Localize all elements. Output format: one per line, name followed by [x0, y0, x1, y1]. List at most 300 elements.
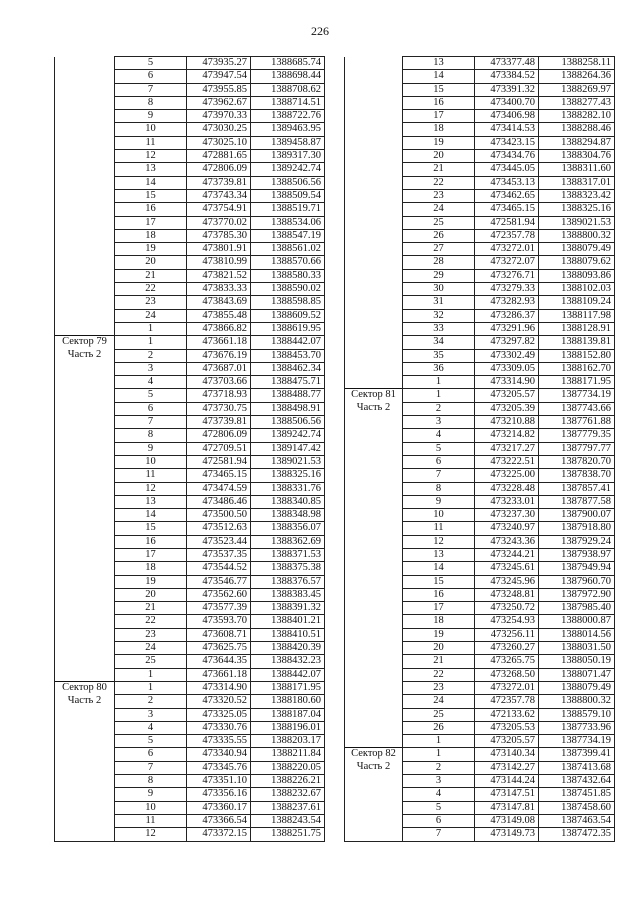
sector-cell: [345, 243, 403, 256]
sector-cell: [55, 176, 115, 189]
x-coordinate-cell: 473970.33: [187, 110, 251, 123]
sector-cell: [345, 708, 403, 721]
point-number-cell: 2: [403, 761, 475, 774]
table-row: [345, 296, 615, 309]
sector-cell: [345, 110, 403, 123]
table-row: [55, 402, 325, 415]
sector-cell: [55, 469, 115, 482]
table-row: [55, 655, 325, 668]
table-row: [55, 775, 325, 788]
point-number-cell: 11: [403, 522, 475, 535]
point-number-cell: 8: [403, 482, 475, 495]
table-row: [345, 163, 615, 176]
y-coordinate-cell: 1387929.24: [539, 535, 615, 548]
y-coordinate-cell: 1388325.16: [539, 203, 615, 216]
sector-cell: [345, 695, 403, 708]
x-coordinate-cell: 473286.37: [475, 309, 539, 322]
table-row: [55, 70, 325, 83]
x-coordinate-cell: 472581.94: [475, 216, 539, 229]
x-coordinate-cell: 473325.05: [187, 708, 251, 721]
y-coordinate-cell: 1388237.61: [251, 801, 325, 814]
x-coordinate-cell: 472806.09: [187, 163, 251, 176]
table-row: [55, 322, 325, 335]
y-coordinate-cell: 1388376.57: [251, 575, 325, 588]
sector-cell: [55, 402, 115, 415]
x-coordinate-cell: 473149.08: [475, 814, 539, 827]
y-coordinate-cell: 1387797.77: [539, 442, 615, 455]
table-row: [345, 269, 615, 282]
x-coordinate-cell: 473739.81: [187, 416, 251, 429]
x-coordinate-cell: 472581.94: [187, 455, 251, 468]
x-coordinate-cell: 473465.15: [475, 203, 539, 216]
y-coordinate-cell: 1387432.64: [539, 775, 615, 788]
x-coordinate-cell: 473340.94: [187, 748, 251, 761]
y-coordinate-cell: 1387779.35: [539, 429, 615, 442]
sector-cell: [55, 482, 115, 495]
table-row: [55, 296, 325, 309]
x-coordinate-cell: 473356.16: [187, 788, 251, 801]
x-coordinate-cell: 473237.30: [475, 509, 539, 522]
point-number-cell: 5: [115, 735, 187, 748]
sector-cell: [55, 575, 115, 588]
x-coordinate-cell: 473240.97: [475, 522, 539, 535]
x-coordinate-cell: 473320.52: [187, 695, 251, 708]
table-row: [55, 469, 325, 482]
table-row: [55, 708, 325, 721]
point-number-cell: 13: [403, 57, 475, 70]
y-coordinate-cell: 1388442.07: [251, 336, 325, 349]
point-number-cell: 4: [115, 721, 187, 734]
y-coordinate-cell: 1388288.46: [539, 123, 615, 136]
table-row: [55, 96, 325, 109]
coordinates-table-right: [344, 56, 615, 842]
table-row: [345, 548, 615, 561]
table-row: [55, 416, 325, 429]
table-row: [55, 788, 325, 801]
point-number-cell: 18: [403, 615, 475, 628]
x-coordinate-cell: 473314.90: [475, 376, 539, 389]
coordinates-table-left: [54, 56, 325, 842]
point-number-cell: 7: [115, 83, 187, 96]
table-row: [55, 455, 325, 468]
point-number-cell: 18: [115, 229, 187, 242]
x-coordinate-cell: 473414.53: [475, 123, 539, 136]
table-row: [345, 110, 615, 123]
point-number-cell: 10: [115, 801, 187, 814]
x-coordinate-cell: 473935.27: [187, 57, 251, 70]
y-coordinate-cell: 1388509.54: [251, 189, 325, 202]
y-coordinate-cell: 1388371.53: [251, 548, 325, 561]
y-coordinate-cell: 1388152.80: [539, 349, 615, 362]
x-coordinate-cell: 473866.82: [187, 322, 251, 335]
sector-cell: [55, 535, 115, 548]
x-coordinate-cell: 473142.27: [475, 761, 539, 774]
x-coordinate-cell: 473030.25: [187, 123, 251, 136]
x-coordinate-cell: 473423.15: [475, 136, 539, 149]
y-coordinate-cell: 1388714.51: [251, 96, 325, 109]
point-number-cell: 14: [403, 562, 475, 575]
sector-cell: [55, 376, 115, 389]
table-row: [55, 136, 325, 149]
coordinates-table-right-body: [345, 57, 615, 842]
y-coordinate-cell: 1389021.53: [251, 455, 325, 468]
table-row: [55, 602, 325, 615]
y-coordinate-cell: 1388109.24: [539, 296, 615, 309]
sector-cell: [345, 495, 403, 508]
sector-cell: [55, 602, 115, 615]
sector-cell: [345, 362, 403, 375]
y-coordinate-cell: 1388619.95: [251, 322, 325, 335]
x-coordinate-cell: 473785.30: [187, 229, 251, 242]
table-row: [345, 681, 615, 694]
x-coordinate-cell: 473593.70: [187, 615, 251, 628]
point-number-cell: 22: [115, 615, 187, 628]
y-coordinate-cell: 1388708.62: [251, 83, 325, 96]
table-row: [55, 721, 325, 734]
y-coordinate-cell: 1388561.02: [251, 243, 325, 256]
point-number-cell: 6: [115, 748, 187, 761]
table-row: [345, 814, 615, 827]
table-row: [55, 269, 325, 282]
x-coordinate-cell: 473279.33: [475, 283, 539, 296]
part-label: Часть 2: [67, 349, 102, 361]
y-coordinate-cell: 1388000.87: [539, 615, 615, 628]
y-coordinate-cell: 1388488.77: [251, 389, 325, 402]
x-coordinate-cell: 473577.39: [187, 602, 251, 615]
sector-cell: [345, 748, 403, 761]
y-coordinate-cell: 1387451.85: [539, 788, 615, 801]
sector-cell: [345, 402, 403, 415]
sector-cell: [55, 548, 115, 561]
sector-cell: [345, 216, 403, 229]
y-coordinate-cell: 1387820.70: [539, 455, 615, 468]
sector-cell: [345, 429, 403, 442]
part-label: Часть 2: [356, 761, 391, 773]
y-coordinate-cell: 1387838.70: [539, 469, 615, 482]
y-coordinate-cell: 1388547.19: [251, 229, 325, 242]
sector-cell: [345, 336, 403, 349]
point-number-cell: 22: [403, 176, 475, 189]
x-coordinate-cell: 473205.53: [475, 721, 539, 734]
table-row: [345, 362, 615, 375]
table-row: [345, 123, 615, 136]
point-number-cell: 15: [115, 522, 187, 535]
y-coordinate-cell: 1388579.10: [539, 708, 615, 721]
x-coordinate-cell: 473291.96: [475, 322, 539, 335]
table-row: [55, 681, 325, 694]
point-number-cell: 16: [403, 96, 475, 109]
point-number-cell: 31: [403, 296, 475, 309]
y-coordinate-cell: 1388442.07: [251, 668, 325, 681]
x-coordinate-cell: 473465.15: [187, 469, 251, 482]
y-coordinate-cell: 1388226.21: [251, 775, 325, 788]
x-coordinate-cell: 473256.11: [475, 628, 539, 641]
sector-cell: [345, 628, 403, 641]
y-coordinate-cell: 1387734.19: [539, 735, 615, 748]
point-number-cell: 19: [115, 575, 187, 588]
point-number-cell: 11: [115, 814, 187, 827]
sector-cell: [345, 814, 403, 827]
x-coordinate-cell: 473243.36: [475, 535, 539, 548]
x-coordinate-cell: 473962.67: [187, 96, 251, 109]
y-coordinate-cell: 1388800.32: [539, 229, 615, 242]
x-coordinate-cell: 473537.35: [187, 548, 251, 561]
x-coordinate-cell: 473608.71: [187, 628, 251, 641]
y-coordinate-cell: 1388171.95: [251, 681, 325, 694]
y-coordinate-cell: 1388580.33: [251, 269, 325, 282]
point-number-cell: 10: [403, 509, 475, 522]
y-coordinate-cell: 1388506.56: [251, 176, 325, 189]
x-coordinate-cell: 473351.10: [187, 775, 251, 788]
sector-cell: [345, 309, 403, 322]
table-row: [55, 562, 325, 575]
table-row: [345, 57, 615, 70]
point-number-cell: 17: [403, 110, 475, 123]
table-row: [345, 522, 615, 535]
point-number-cell: 22: [403, 668, 475, 681]
y-coordinate-cell: 1388187.04: [251, 708, 325, 721]
point-number-cell: 18: [115, 562, 187, 575]
table-row: [55, 495, 325, 508]
x-coordinate-cell: 473730.75: [187, 402, 251, 415]
x-coordinate-cell: 473810.99: [187, 256, 251, 269]
y-coordinate-cell: 1387949.94: [539, 562, 615, 575]
sector-cell: [345, 203, 403, 216]
table-row: [55, 256, 325, 269]
point-number-cell: 21: [115, 269, 187, 282]
point-number-cell: 19: [403, 136, 475, 149]
y-coordinate-cell: 1388323.42: [539, 189, 615, 202]
x-coordinate-cell: 473855.48: [187, 309, 251, 322]
point-number-cell: 9: [403, 495, 475, 508]
point-number-cell: 17: [115, 548, 187, 561]
x-coordinate-cell: 473276.71: [475, 269, 539, 282]
y-coordinate-cell: 1388453.70: [251, 349, 325, 362]
sector-cell: [345, 761, 403, 774]
table-row: [345, 655, 615, 668]
point-number-cell: 1: [115, 336, 187, 349]
y-coordinate-cell: 1388304.76: [539, 150, 615, 163]
point-number-cell: 25: [403, 216, 475, 229]
y-coordinate-cell: 1388590.02: [251, 283, 325, 296]
y-coordinate-cell: 1388117.98: [539, 309, 615, 322]
y-coordinate-cell: 1388196.01: [251, 721, 325, 734]
x-coordinate-cell: 473743.34: [187, 189, 251, 202]
point-number-cell: 6: [403, 814, 475, 827]
y-coordinate-cell: 1388462.34: [251, 362, 325, 375]
table-row: [55, 216, 325, 229]
x-coordinate-cell: 473205.57: [475, 735, 539, 748]
sector-cell: [345, 721, 403, 734]
table-row: [55, 735, 325, 748]
y-coordinate-cell: 1389458.87: [251, 136, 325, 149]
y-coordinate-cell: 1388432.23: [251, 655, 325, 668]
point-number-cell: 3: [115, 362, 187, 375]
sector-cell: [55, 522, 115, 535]
y-coordinate-cell: 1388269.97: [539, 83, 615, 96]
x-coordinate-cell: 473144.24: [475, 775, 539, 788]
sector-cell: [345, 150, 403, 163]
table-row: [55, 163, 325, 176]
y-coordinate-cell: 1387900.07: [539, 509, 615, 522]
point-number-cell: 7: [115, 416, 187, 429]
table-row: [55, 814, 325, 827]
point-number-cell: 1: [403, 735, 475, 748]
x-coordinate-cell: 473302.49: [475, 349, 539, 362]
point-number-cell: 36: [403, 362, 475, 375]
y-coordinate-cell: 1388171.95: [539, 376, 615, 389]
point-number-cell: 12: [115, 828, 187, 841]
point-number-cell: 21: [115, 602, 187, 615]
x-coordinate-cell: 473625.75: [187, 642, 251, 655]
x-coordinate-cell: 473225.00: [475, 469, 539, 482]
y-coordinate-cell: 1389242.74: [251, 429, 325, 442]
point-number-cell: 24: [115, 309, 187, 322]
sector-cell: [345, 642, 403, 655]
point-number-cell: 12: [403, 535, 475, 548]
point-number-cell: 33: [403, 322, 475, 335]
x-coordinate-cell: 473272.01: [475, 243, 539, 256]
y-coordinate-cell: 1388325.16: [251, 469, 325, 482]
x-coordinate-cell: 473486.46: [187, 495, 251, 508]
x-coordinate-cell: 473222.51: [475, 455, 539, 468]
point-number-cell: 24: [403, 203, 475, 216]
table-row: [345, 482, 615, 495]
table-row: [55, 575, 325, 588]
point-number-cell: 22: [115, 283, 187, 296]
sector-cell: [55, 721, 115, 734]
x-coordinate-cell: 473500.50: [187, 509, 251, 522]
y-coordinate-cell: 1388102.03: [539, 283, 615, 296]
x-coordinate-cell: 473314.90: [187, 681, 251, 694]
y-coordinate-cell: 1388050.19: [539, 655, 615, 668]
point-number-cell: 26: [403, 721, 475, 734]
sector-cell: [55, 216, 115, 229]
point-number-cell: 17: [115, 216, 187, 229]
sector-cell: [55, 708, 115, 721]
x-coordinate-cell: 473228.48: [475, 482, 539, 495]
y-coordinate-cell: 1387413.68: [539, 761, 615, 774]
sector-cell: [345, 535, 403, 548]
y-coordinate-cell: 1388598.85: [251, 296, 325, 309]
point-number-cell: 11: [115, 136, 187, 149]
table-row: [345, 509, 615, 522]
point-number-cell: 7: [403, 828, 475, 841]
table-row: [345, 788, 615, 801]
x-coordinate-cell: 473661.18: [187, 336, 251, 349]
point-number-cell: 8: [115, 775, 187, 788]
point-number-cell: 10: [115, 123, 187, 136]
sector-cell: [345, 469, 403, 482]
y-coordinate-cell: 1388251.75: [251, 828, 325, 841]
sector-cell: [345, 735, 403, 748]
point-number-cell: 8: [115, 429, 187, 442]
x-coordinate-cell: 473268.50: [475, 668, 539, 681]
y-coordinate-cell: 1388401.21: [251, 615, 325, 628]
point-number-cell: 2: [115, 695, 187, 708]
y-coordinate-cell: 1387458.60: [539, 801, 615, 814]
y-coordinate-cell: 1388258.11: [539, 57, 615, 70]
sector-cell: [345, 83, 403, 96]
x-coordinate-cell: 473377.48: [475, 57, 539, 70]
table-row: [345, 562, 615, 575]
table-row: [55, 761, 325, 774]
point-number-cell: 23: [115, 628, 187, 641]
x-coordinate-cell: 473644.35: [187, 655, 251, 668]
point-number-cell: 13: [115, 163, 187, 176]
y-coordinate-cell: 1387918.80: [539, 522, 615, 535]
table-row: [345, 376, 615, 389]
sector-cell: [55, 322, 115, 335]
table-row: [345, 735, 615, 748]
table-row: [345, 721, 615, 734]
table-row: [55, 389, 325, 402]
table-row: [345, 801, 615, 814]
sector-label: Сектор 81: [351, 389, 396, 401]
x-coordinate-cell: 473947.54: [187, 70, 251, 83]
x-coordinate-cell: 473391.32: [475, 83, 539, 96]
table-row: [345, 402, 615, 415]
table-row: [345, 136, 615, 149]
y-coordinate-cell: 1388079.49: [539, 243, 615, 256]
sector-cell: [345, 389, 403, 402]
y-coordinate-cell: 1389463.95: [251, 123, 325, 136]
point-number-cell: 9: [115, 110, 187, 123]
x-coordinate-cell: 473272.07: [475, 256, 539, 269]
table-row: [345, 615, 615, 628]
sector-cell: [345, 615, 403, 628]
x-coordinate-cell: 473462.65: [475, 189, 539, 202]
table-row: [345, 495, 615, 508]
sector-cell: [55, 748, 115, 761]
y-coordinate-cell: 1387761.88: [539, 416, 615, 429]
point-number-cell: 1: [115, 668, 187, 681]
table-row: [55, 203, 325, 216]
table-row: [55, 243, 325, 256]
point-number-cell: 14: [403, 70, 475, 83]
x-coordinate-cell: 473406.98: [475, 110, 539, 123]
x-coordinate-cell: 472881.65: [187, 150, 251, 163]
sector-cell: [345, 123, 403, 136]
table-row: [345, 96, 615, 109]
table-row: [55, 482, 325, 495]
sector-cell: [345, 229, 403, 242]
sector-cell: [55, 615, 115, 628]
sector-cell: [55, 801, 115, 814]
sector-cell: [55, 588, 115, 601]
x-coordinate-cell: 473233.01: [475, 495, 539, 508]
y-coordinate-cell: 1388410.51: [251, 628, 325, 641]
point-number-cell: 1: [115, 322, 187, 335]
point-number-cell: 23: [403, 681, 475, 694]
table-row: [345, 243, 615, 256]
y-coordinate-cell: 1387399.41: [539, 748, 615, 761]
sector-cell: [345, 681, 403, 694]
x-coordinate-cell: 473546.77: [187, 575, 251, 588]
sector-cell: [55, 562, 115, 575]
sector-cell: [345, 522, 403, 535]
y-coordinate-cell: 1388282.10: [539, 110, 615, 123]
y-coordinate-cell: 1387733.96: [539, 721, 615, 734]
table-row: [345, 216, 615, 229]
sector-cell: [55, 309, 115, 322]
sector-cell: [55, 628, 115, 641]
x-coordinate-cell: 473147.51: [475, 788, 539, 801]
table-row: [55, 535, 325, 548]
table-row: [55, 509, 325, 522]
x-coordinate-cell: 473703.66: [187, 376, 251, 389]
sector-cell: [55, 761, 115, 774]
